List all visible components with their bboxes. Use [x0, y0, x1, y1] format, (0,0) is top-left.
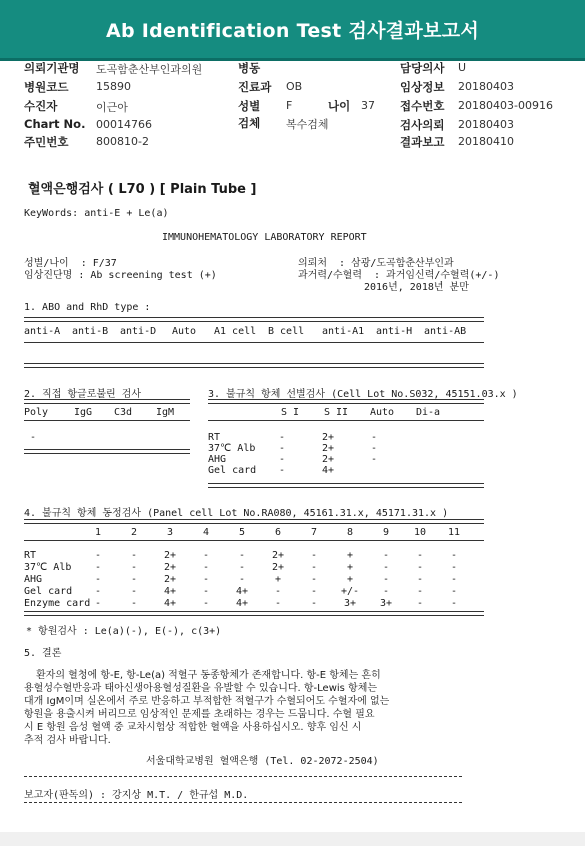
conclusion-section-title: 5. 결론 — [24, 648, 62, 659]
ward-label: 병동 — [238, 61, 261, 75]
panel-column-header: 3 — [166, 527, 174, 538]
panel-cell: - — [450, 598, 458, 609]
screening-column-header: S I — [280, 407, 300, 418]
screening-cell: - — [278, 465, 286, 476]
panel-cell: 2+ — [271, 562, 285, 573]
panel-row-label: Enzyme card — [24, 598, 91, 609]
panel-cell: 2+ — [271, 550, 285, 561]
screening-row-label: RT — [208, 432, 221, 443]
panel-column-header: 6 — [274, 527, 282, 538]
accession-value: 20180403-00916 — [458, 99, 553, 112]
panel-column-header: 1 — [94, 527, 102, 538]
screening-row-label: AHG — [208, 454, 227, 465]
abo-column-header: anti-AB — [424, 326, 467, 337]
panel-cell: - — [416, 586, 424, 597]
report-date-label: 결과보고 — [400, 135, 445, 149]
conclusion-line: 시 E 항원 음성 혈액 중 교차시험상 적합한 혈액을 사용하십시오. 향후 임신 시 — [24, 722, 362, 733]
panel-cell: - — [130, 562, 138, 573]
abo-column-header: A1 cell — [214, 326, 257, 337]
panel-cell: 3+ — [379, 598, 393, 609]
panel-cell: 3+ — [343, 598, 357, 609]
patient-info-panel — [0, 56, 585, 156]
accession-label: 접수번호 — [400, 99, 445, 113]
abo-section-title: 1. ABO and RhD type : — [24, 302, 151, 313]
panel-cell: - — [130, 574, 138, 585]
conclusion-line: 항원을 용출시켜 버리므로 임상적인 문제를 초래하는 경우는 드뭅니다. 수혈 필요 — [24, 709, 375, 720]
diagnosis-line: 임상진단명 : Ab screening test (+) — [24, 270, 217, 281]
divider — [24, 399, 190, 404]
divider — [24, 420, 190, 421]
conclusion-line: 대개 IgM이며 실온에서 주로 반응하고 부적합한 적혈구가 수혈되어도 수혈자에 없는 — [24, 696, 390, 707]
screening-cell: 2+ — [321, 443, 335, 454]
divider — [24, 776, 462, 777]
panel-row-label: Gel card — [24, 586, 73, 597]
screening-cell: - — [370, 432, 378, 443]
request-date-label: 검사의뢰 — [400, 118, 445, 132]
referrer-line: 의뢰처 : 삼광/도곡함춘산부인과 — [298, 258, 454, 269]
panel-cell: - — [382, 562, 390, 573]
panel-column-header: 10 — [413, 527, 427, 538]
dat-section-title: 2. 직접 항글로불린 검사 — [24, 389, 142, 400]
specimen-value: 복수검체 — [286, 118, 329, 131]
screening-cell: - — [370, 454, 378, 465]
chart-no-label: Chart No. — [24, 117, 86, 131]
divider — [208, 420, 484, 421]
specimen-label: 검체 — [238, 116, 261, 130]
screening-cell: - — [278, 443, 286, 454]
dat-column-header: C3d — [114, 407, 133, 418]
panel-cell: 2+ — [163, 550, 177, 561]
screening-cell: - — [370, 443, 378, 454]
panel-cell: +/- — [340, 586, 360, 597]
dat-column-header: Poly — [24, 407, 49, 418]
divider — [24, 342, 484, 343]
divider — [24, 611, 484, 616]
panel-cell: 2+ — [163, 562, 177, 573]
panel-cell: + — [346, 562, 354, 573]
divider — [24, 317, 484, 322]
clinical-info-value: 20180403 — [458, 80, 514, 93]
panel-cell: - — [450, 586, 458, 597]
screening-row-label: 37℃ Alb — [208, 443, 256, 454]
panel-cell: - — [94, 562, 102, 573]
panel-cell: - — [238, 574, 246, 585]
page-footer-strip — [0, 832, 585, 846]
panel-cell: - — [310, 586, 318, 597]
divider — [24, 540, 484, 541]
panel-cell: - — [94, 574, 102, 585]
chart-no-value: 00014766 — [96, 118, 152, 131]
panel-column-header: 5 — [238, 527, 246, 538]
panel-cell: - — [310, 574, 318, 585]
divider — [24, 802, 462, 803]
clinical-info-label: 임상정보 — [400, 80, 445, 94]
dat-result: - — [30, 432, 37, 443]
panel-cell: - — [94, 586, 102, 597]
panel-cell: - — [94, 550, 102, 561]
lab-title: IMMUNOHEMATOLOGY LABORATORY REPORT — [162, 232, 367, 243]
panel-cell: - — [416, 574, 424, 585]
institution-label: 의뢰기관명 — [24, 61, 80, 75]
screening-column-header: S II — [323, 407, 349, 418]
panel-cell: - — [202, 574, 210, 585]
department-value: OB — [286, 80, 303, 93]
panel-cell: - — [238, 562, 246, 573]
panel-cell: + — [274, 574, 282, 585]
abo-column-header: anti-A — [24, 326, 61, 337]
report-title-bar — [0, 0, 585, 61]
divider — [24, 519, 484, 524]
report-date-value: 20180410 — [458, 135, 514, 148]
report-title: Ab Identification Test 검사결과보고서 — [105, 19, 480, 42]
panel-cell: - — [416, 598, 424, 609]
abo-column-header: anti-D — [120, 326, 157, 337]
panel-cell: - — [416, 562, 424, 573]
screening-cell: - — [278, 432, 286, 443]
panel-cell: + — [346, 574, 354, 585]
panel-cell: - — [202, 598, 210, 609]
divider — [24, 449, 190, 454]
panel-cell: - — [238, 550, 246, 561]
panel-section-title: 4. 불규칙 항체 동정검사 (Panel cell Lot No.RA080, 45161.31.x, 45171.31.x ) — [24, 508, 449, 519]
panel-cell: - — [450, 562, 458, 573]
panel-cell: - — [382, 550, 390, 561]
keywords: KeyWords: anti-E + Le(a) — [24, 208, 169, 219]
panel-cell: - — [202, 586, 210, 597]
physician-value: U — [458, 61, 467, 74]
screening-section-title: 3. 불규칙 항체 선별검사 (Cell Lot No.S032, 45151.03.x ) — [208, 389, 518, 400]
panel-cell: - — [382, 574, 390, 585]
panel-column-header: 2 — [130, 527, 138, 538]
panel-cell: - — [274, 598, 282, 609]
panel-cell: - — [130, 598, 138, 609]
panel-cell: - — [310, 562, 318, 573]
panel-cell: 4+ — [163, 586, 177, 597]
physician-label: 담당의사 — [400, 61, 445, 75]
divider — [208, 399, 484, 404]
resident-no-value: 800810-2 — [96, 135, 149, 148]
patient-value: 이근아 — [96, 101, 128, 114]
abo-column-header: B cell — [268, 326, 305, 337]
patient-label: 수진자 — [24, 99, 58, 113]
panel-row-label: 37℃ Alb — [24, 562, 72, 573]
screening-column-header: Di-a — [415, 407, 441, 418]
sex-value: F — [286, 99, 293, 112]
panel-cell: - — [382, 586, 390, 597]
institution-value: 도곡함춘산부인과의원 — [96, 63, 203, 76]
panel-cell: - — [310, 598, 318, 609]
panel-cell: - — [202, 550, 210, 561]
panel-cell: - — [130, 586, 138, 597]
panel-cell: - — [450, 550, 458, 561]
abo-column-header: anti-H — [376, 326, 413, 337]
antigen-test-line: * 항원검사 : Le(a)(-), E(-), c(3+) — [26, 626, 222, 637]
panel-cell: - — [94, 598, 102, 609]
hospital-line: 서울대학교병원 혈액은행 (Tel. 02-2072-2504) — [146, 756, 379, 767]
abo-column-header: anti-B — [72, 326, 109, 337]
request-date-value: 20180403 — [458, 118, 514, 131]
panel-cell: - — [202, 562, 210, 573]
screening-cell: 2+ — [321, 454, 335, 465]
conclusion-line: 용혈성수혈반응과 태아신생아용혈성질환을 유발할 수 있습니다. 항-Lewis 항체는 — [24, 683, 378, 694]
panel-cell: 2+ — [163, 574, 177, 585]
screening-row-label: Gel card — [208, 465, 257, 476]
dat-column-header: IgG — [74, 407, 93, 418]
panel-column-header: 11 — [447, 527, 461, 538]
screening-column-header: Auto — [369, 407, 395, 418]
panel-cell: - — [130, 550, 138, 561]
panel-cell: + — [346, 550, 354, 561]
resident-no-label: 주민번호 — [24, 135, 69, 149]
history-line: 과거력/수혈력 : 과거임신력/수혈력(+/-) — [298, 270, 500, 281]
panel-row-label: RT — [24, 550, 37, 561]
conclusion-line: 환자의 혈청에 항-E, 항-Le(a) 적혈구 동종항체가 존재합니다. 항-E 항체는 흔히 — [36, 670, 381, 681]
department-label: 진료과 — [238, 80, 272, 94]
panel-cell: 4+ — [163, 598, 177, 609]
panel-row-label: AHG — [24, 574, 43, 585]
screening-cell: 4+ — [321, 465, 335, 476]
age-value: 37 — [361, 99, 375, 112]
divider — [208, 483, 484, 488]
panel-cell: 4+ — [235, 598, 249, 609]
panel-column-header: 4 — [202, 527, 210, 538]
lab-report — [0, 158, 585, 832]
report-heading: 혈액은행검사 ( L70 ) [ Plain Tube ] — [28, 182, 257, 197]
divider — [24, 363, 484, 368]
sex-age-line: 성별/나이 : F/37 — [24, 258, 117, 269]
panel-cell: - — [416, 550, 424, 561]
panel-cell: - — [450, 574, 458, 585]
panel-cell: - — [310, 550, 318, 561]
panel-column-header: 9 — [382, 527, 390, 538]
abo-column-header: anti-A1 — [322, 326, 365, 337]
hospital-code-label: 병원코드 — [24, 80, 69, 94]
sex-label: 성별 — [238, 99, 261, 113]
screening-cell: - — [278, 454, 286, 465]
panel-cell: - — [274, 586, 282, 597]
hospital-code-value: 15890 — [96, 80, 131, 93]
panel-column-header: 7 — [310, 527, 318, 538]
reporter-line: 보고자(판독의) : 강지상 M.T. / 한규섭 M.D. — [24, 790, 249, 801]
history-detail: 2016년, 2018년 분만 — [364, 282, 469, 293]
panel-cell: 4+ — [235, 586, 249, 597]
abo-column-header: Auto — [172, 326, 197, 337]
screening-cell: 2+ — [321, 432, 335, 443]
dat-column-header: IgM — [156, 407, 175, 418]
age-label: 나이 — [328, 99, 351, 113]
conclusion-line: 추적 검사 바랍니다. — [24, 735, 111, 746]
panel-column-header: 8 — [346, 527, 354, 538]
